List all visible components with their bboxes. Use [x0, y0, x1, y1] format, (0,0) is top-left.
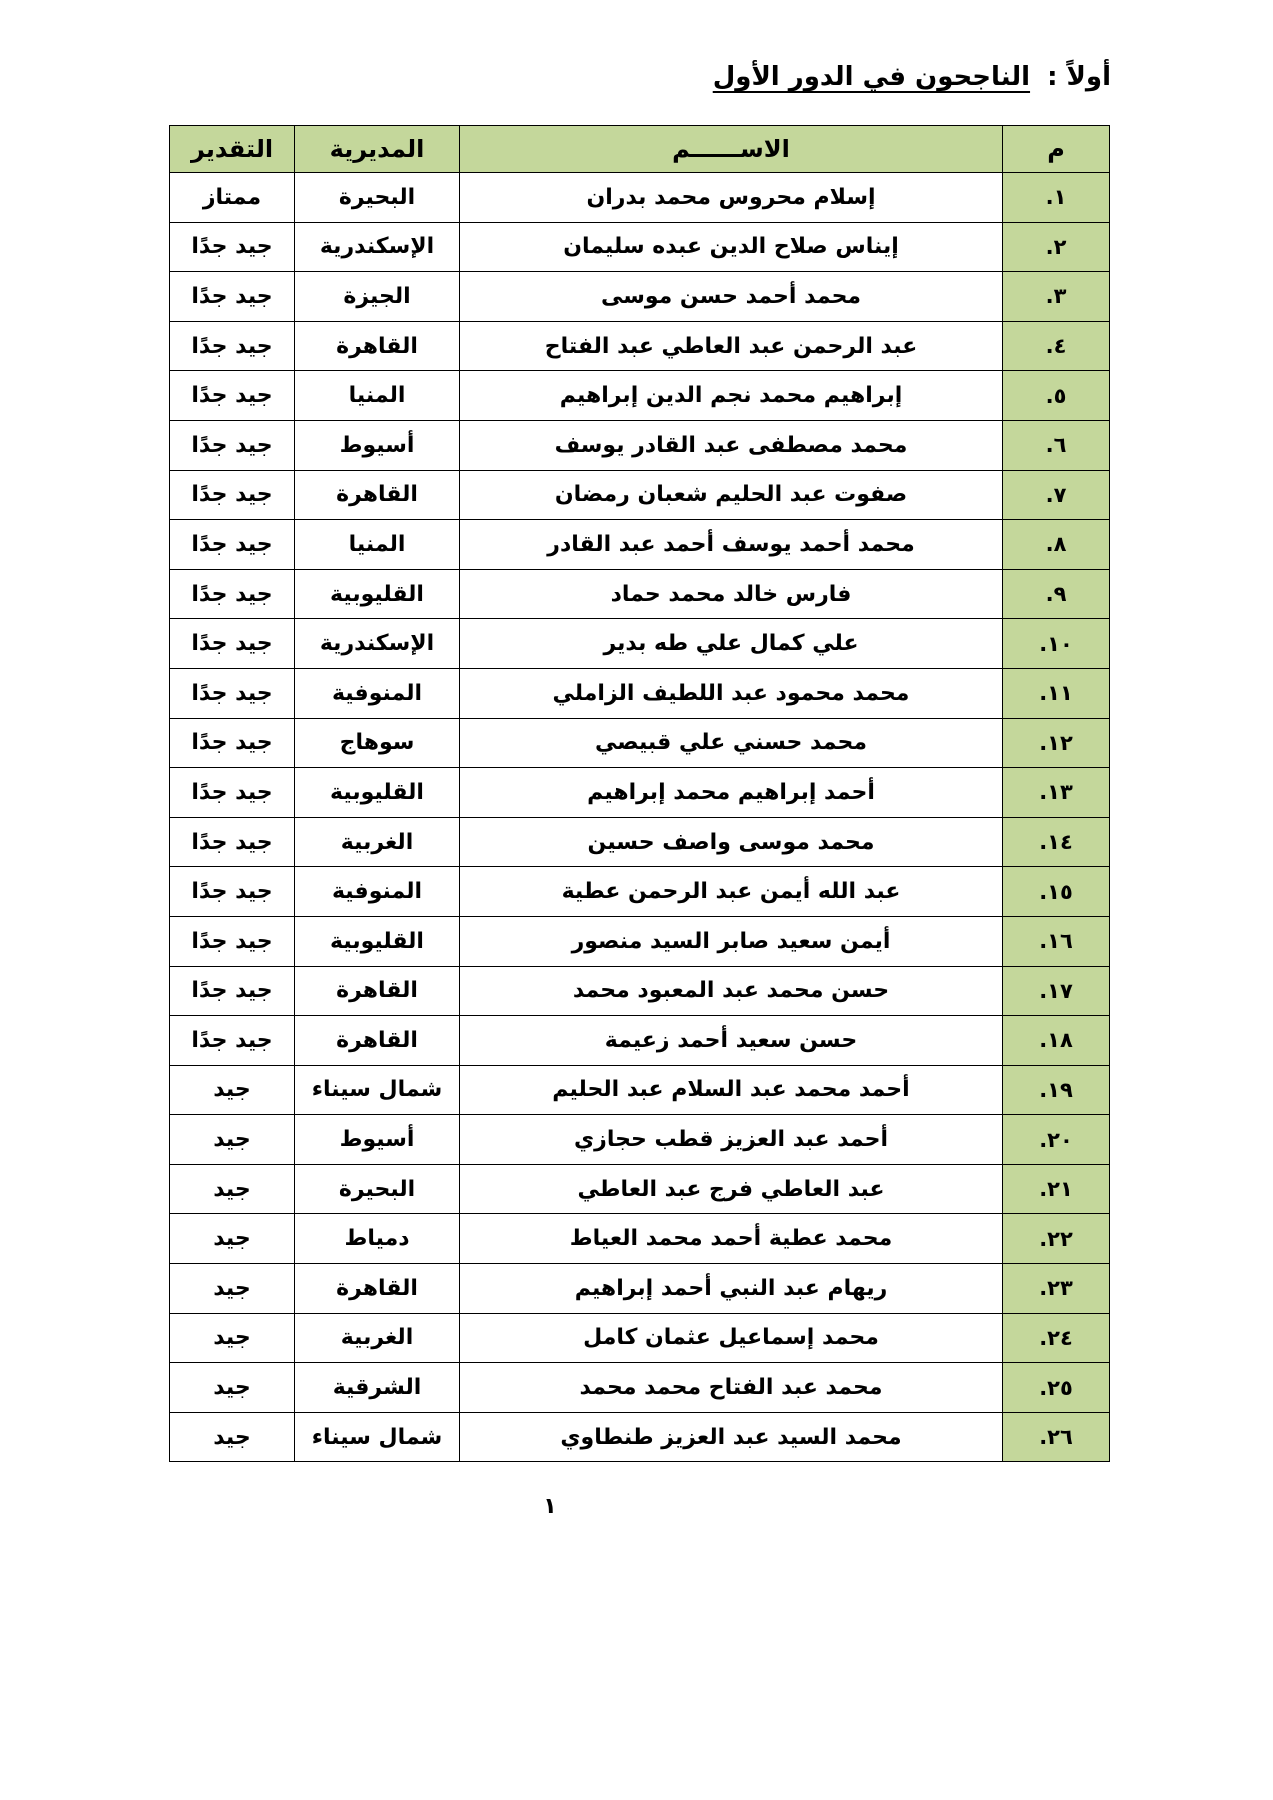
cell-directorate: المنيا — [295, 371, 460, 421]
header-name: الاســــــم — [460, 126, 1003, 173]
table-row — [170, 1214, 1110, 1264]
cell-number: ١. — [1003, 173, 1110, 223]
table-row — [170, 1016, 1110, 1066]
cell-grade: جيد — [170, 1164, 295, 1214]
cell-number: ١٦. — [1003, 916, 1110, 966]
cell-directorate: شمال سيناء — [295, 1412, 460, 1462]
cell-directorate: المنوفية — [295, 867, 460, 917]
table-row — [170, 1065, 1110, 1115]
cell-number: ٢٥. — [1003, 1363, 1110, 1413]
cell-directorate: أسيوط — [295, 420, 460, 470]
page-title — [713, 62, 1111, 92]
cell-number: ١٢. — [1003, 718, 1110, 768]
cell-name: أحمد عبد العزيز قطب حجازي — [460, 1115, 1003, 1165]
cell-name: محمد إسماعيل عثمان كامل — [460, 1313, 1003, 1363]
cell-name: محمد محمود عبد اللطيف الزاملي — [460, 668, 1003, 718]
cell-grade: جيد — [170, 1264, 295, 1314]
table-row — [170, 321, 1110, 371]
cell-number: ٢. — [1003, 222, 1110, 272]
table-row — [170, 222, 1110, 272]
cell-name: حسن محمد عبد المعبود محمد — [460, 966, 1003, 1016]
cell-name: أيمن سعيد صابر السيد منصور — [460, 916, 1003, 966]
table-row — [170, 817, 1110, 867]
cell-name: محمد مصطفى عبد القادر يوسف — [460, 420, 1003, 470]
cell-number: ١٠. — [1003, 619, 1110, 669]
cell-name: فارس خالد محمد حماد — [460, 569, 1003, 619]
cell-number: ٧. — [1003, 470, 1110, 520]
cell-number: ١٣. — [1003, 768, 1110, 818]
cell-directorate: البحيرة — [295, 1164, 460, 1214]
page-title-main: الناجحون في الدور الأول — [712, 62, 1031, 92]
cell-grade: جيد جدًا — [170, 470, 295, 520]
cell-name: عبد العاطي فرج عبد العاطي — [460, 1164, 1003, 1214]
cell-grade: جيد جدًا — [170, 272, 295, 322]
cell-number: ١٧. — [1003, 966, 1110, 1016]
cell-name: إبراهيم محمد نجم الدين إبراهيم — [460, 371, 1003, 421]
table-row — [170, 867, 1110, 917]
cell-number: ٢٠. — [1003, 1115, 1110, 1165]
cell-name: إيناس صلاح الدين عبده سليمان — [460, 222, 1003, 272]
cell-grade: جيد جدًا — [170, 321, 295, 371]
cell-grade: جيد — [170, 1214, 295, 1264]
cell-number: ٣. — [1003, 272, 1110, 322]
table-row — [170, 1115, 1110, 1165]
cell-directorate: دمياط — [295, 1214, 460, 1264]
cell-directorate: الغربية — [295, 817, 460, 867]
cell-directorate: الشرقية — [295, 1363, 460, 1413]
cell-number: ٤. — [1003, 321, 1110, 371]
cell-name: أحمد إبراهيم محمد إبراهيم — [460, 768, 1003, 818]
cell-number: ١٨. — [1003, 1016, 1110, 1066]
cell-number: ٢٢. — [1003, 1214, 1110, 1264]
cell-number: ١١. — [1003, 668, 1110, 718]
cell-directorate: أسيوط — [295, 1115, 460, 1165]
header-grade: التقدير — [170, 126, 295, 173]
table-row — [170, 1164, 1110, 1214]
cell-name: ريهام عبد النبي أحمد إبراهيم — [460, 1264, 1003, 1314]
cell-grade: جيد جدًا — [170, 520, 295, 570]
cell-directorate: القليوبية — [295, 569, 460, 619]
cell-name: محمد موسى واصف حسين — [460, 817, 1003, 867]
cell-directorate: الإسكندرية — [295, 222, 460, 272]
cell-name: محمد أحمد يوسف أحمد عبد القادر — [460, 520, 1003, 570]
table-row — [170, 520, 1110, 570]
cell-grade: جيد جدًا — [170, 371, 295, 421]
cell-grade: جيد — [170, 1065, 295, 1115]
table-row — [170, 1313, 1110, 1363]
cell-number: ٨. — [1003, 520, 1110, 570]
cell-name: صفوت عبد الحليم شعبان رمضان — [460, 470, 1003, 520]
cell-name: محمد عطية أحمد محمد العياط — [460, 1214, 1003, 1264]
table-row — [170, 1412, 1110, 1462]
table-row — [170, 718, 1110, 768]
cell-grade: جيد — [170, 1313, 295, 1363]
cell-number: ٢٤. — [1003, 1313, 1110, 1363]
cell-name: محمد عبد الفتاح محمد محمد — [460, 1363, 1003, 1413]
cell-grade: ممتاز — [170, 173, 295, 223]
results-table-body — [170, 173, 1110, 1462]
cell-directorate: الإسكندرية — [295, 619, 460, 669]
cell-grade: جيد جدًا — [170, 420, 295, 470]
cell-name: محمد السيد عبد العزيز طنطاوي — [460, 1412, 1003, 1462]
cell-directorate: القليوبية — [295, 768, 460, 818]
table-header-row — [170, 126, 1110, 173]
cell-directorate: القليوبية — [295, 916, 460, 966]
cell-grade: جيد — [170, 1412, 295, 1462]
cell-directorate: المنوفية — [295, 668, 460, 718]
cell-name: حسن سعيد أحمد زعيمة — [460, 1016, 1003, 1066]
page-number: ١ — [543, 1494, 557, 1519]
cell-directorate: البحيرة — [295, 173, 460, 223]
table-row — [170, 173, 1110, 223]
table-row — [170, 619, 1110, 669]
cell-directorate: القاهرة — [295, 1016, 460, 1066]
table-row — [170, 420, 1110, 470]
cell-grade: جيد جدًا — [170, 668, 295, 718]
cell-directorate: القاهرة — [295, 966, 460, 1016]
cell-directorate: سوهاج — [295, 718, 460, 768]
table-row — [170, 1363, 1110, 1413]
cell-grade: جيد جدًا — [170, 916, 295, 966]
cell-number: ١٤. — [1003, 817, 1110, 867]
cell-directorate: القاهرة — [295, 321, 460, 371]
cell-name: أحمد محمد عبد السلام عبد الحليم — [460, 1065, 1003, 1115]
cell-number: ٦. — [1003, 420, 1110, 470]
cell-directorate: الجيزة — [295, 272, 460, 322]
cell-grade: جيد — [170, 1363, 295, 1413]
table-row — [170, 916, 1110, 966]
cell-number: ٢٣. — [1003, 1264, 1110, 1314]
table-row — [170, 371, 1110, 421]
page-title-prefix: أولاً : — [1047, 62, 1111, 92]
cell-grade: جيد جدًا — [170, 817, 295, 867]
results-table — [169, 125, 1110, 1462]
cell-number: ٢٦. — [1003, 1412, 1110, 1462]
table-row — [170, 569, 1110, 619]
cell-directorate: المنيا — [295, 520, 460, 570]
cell-name: محمد أحمد حسن موسى — [460, 272, 1003, 322]
cell-name: عبد الله أيمن عبد الرحمن عطية — [460, 867, 1003, 917]
cell-name: إسلام محروس محمد بدران — [460, 173, 1003, 223]
cell-number: ١٩. — [1003, 1065, 1110, 1115]
cell-grade: جيد جدًا — [170, 768, 295, 818]
table-row — [170, 668, 1110, 718]
cell-directorate: القاهرة — [295, 470, 460, 520]
cell-name: علي كمال علي طه بدير — [460, 619, 1003, 669]
cell-directorate: الغربية — [295, 1313, 460, 1363]
cell-name: محمد حسني علي قبيصي — [460, 718, 1003, 768]
cell-grade: جيد — [170, 1115, 295, 1165]
cell-grade: جيد جدًا — [170, 1016, 295, 1066]
header-directorate: المديرية — [295, 126, 460, 173]
table-row — [170, 470, 1110, 520]
cell-grade: جيد جدًا — [170, 619, 295, 669]
cell-grade: جيد جدًا — [170, 966, 295, 1016]
cell-grade: جيد جدًا — [170, 569, 295, 619]
cell-grade: جيد جدًا — [170, 222, 295, 272]
cell-grade: جيد جدًا — [170, 867, 295, 917]
table-row — [170, 768, 1110, 818]
cell-number: ٥. — [1003, 371, 1110, 421]
cell-directorate: شمال سيناء — [295, 1065, 460, 1115]
cell-directorate: القاهرة — [295, 1264, 460, 1314]
cell-number: ٩. — [1003, 569, 1110, 619]
table-row — [170, 966, 1110, 1016]
cell-number: ١٥. — [1003, 867, 1110, 917]
header-number: م — [1003, 126, 1110, 173]
cell-number: ٢١. — [1003, 1164, 1110, 1214]
table-row — [170, 1264, 1110, 1314]
cell-name: عبد الرحمن عبد العاطي عبد الفتاح — [460, 321, 1003, 371]
table-row — [170, 272, 1110, 322]
cell-grade: جيد جدًا — [170, 718, 295, 768]
